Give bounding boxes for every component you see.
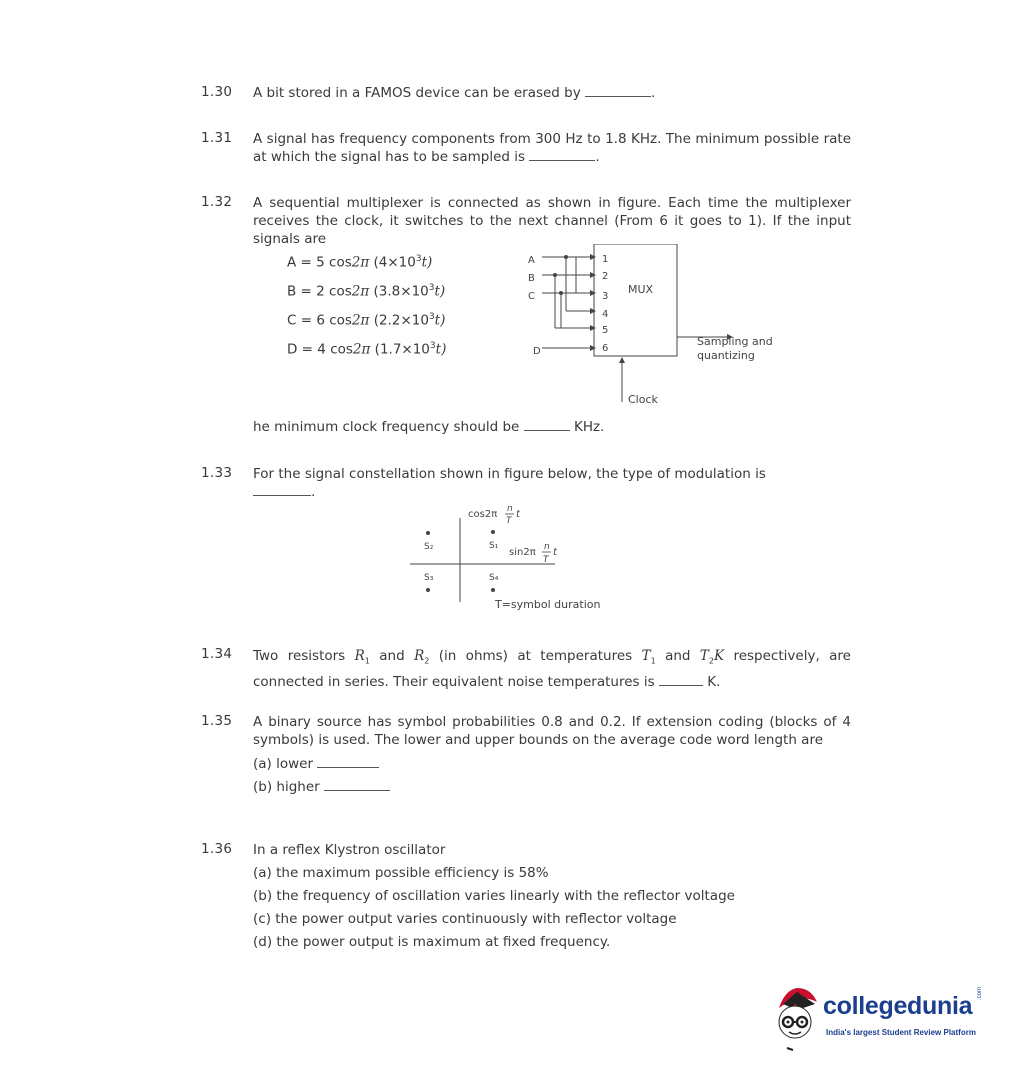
answer-blank [253,483,311,496]
mux-channel-3: 3 [602,291,609,302]
question-text: A bit stored in a FAMOS device can be erased by [253,85,581,101]
question-number: 1.36 [201,841,233,857]
option-b [253,778,851,796]
option-label: (a) lower [253,756,314,772]
eq-fn: cos [329,254,352,271]
mux-input-b: B [528,273,535,284]
eq-exp: 3 [429,341,436,351]
subscript: 2 [708,656,714,666]
symbol-r2: R [414,648,425,664]
caption: T=symbol duration [495,598,601,611]
eq-fn: cos [330,341,353,358]
question-1-36 [201,841,851,951]
eq-t: t) [434,283,446,300]
eq-arg: (3.8×10 [373,283,429,300]
eq-exp: 3 [415,254,422,264]
question-1-34 [201,646,851,693]
question-1-35 [201,713,851,796]
text-part: Two resistors [253,648,346,664]
text-part: (in ohms) at temperatures [438,648,633,664]
symbol-r1: R [354,648,365,664]
mux-input-c: C [528,291,535,302]
brand-name: collegedunia [823,992,973,1020]
point-s2 [426,531,430,535]
answer-blank [585,84,651,97]
mux-input-d: D [533,346,541,357]
subscript: 1 [364,656,370,666]
mux-channel-4: 4 [602,309,609,320]
answer-blank [317,755,379,768]
option-c: (c) the power output varies continuously with reflector voltage [253,911,677,927]
question-text: A sequential multiplexer is connected as shown in figure. Each time the multiplexer receives the clock, it switches to the next channel (From 6 it goes to 1). If the input signals are [253,195,851,247]
y-frac-num: n [507,504,513,514]
question-1-31 [201,130,851,166]
eq-fn: cos [329,312,352,329]
symbol-t2: T [699,648,709,664]
eq-t: t) [421,254,433,271]
x-var: t [553,547,557,558]
mascot-icon [765,982,825,1054]
point-s3 [426,588,430,592]
x-axis-label: sin2π [509,547,536,558]
question-number: 1.32 [201,194,233,210]
eq-fn: cos [329,283,352,300]
collegedunia-logo [765,980,995,1060]
mux-input-a: A [528,255,535,266]
label-s1: S₁ [489,541,499,551]
subscript: 2 [424,656,430,666]
point-s4 [491,588,495,592]
x-frac-den: T [543,555,549,565]
mux-wiring [542,257,732,402]
eq-arg: (2.2×10 [373,312,429,329]
eq-arg: (4×10 [373,254,416,271]
question-number: 1.30 [201,84,233,100]
mux-diagram [520,244,820,414]
mux-channel-1: 1 [602,254,609,265]
question-text: A binary source has symbol probabilities 0.8 and 0.2. If extension coding (blocks of 4 symbols) is used. The lower and upper bounds on the average code word length are [253,714,851,748]
answer-blank [659,673,703,686]
answer-blank [524,418,570,431]
text-part: and [665,648,691,664]
question-text: A signal has frequency components from 300 Hz to 1.8 KHz. The minimum possible rate at which the signal has to be sampled is [253,131,851,165]
symbol-k: K [713,648,725,664]
point-s1 [491,530,495,534]
label-s4: S₄ [489,573,499,583]
y-axis-label: cos2π [468,509,498,520]
eq-t: t) [434,312,446,329]
eq-lhs: A = 5 [287,254,325,271]
constellation-diagram [410,496,630,614]
label-s2: S₂ [424,542,434,552]
option-a [253,755,851,773]
punct: K. [707,673,721,690]
mux-clock-label: Clock [628,393,658,406]
question-1-32-tail [253,418,604,435]
x-frac-num: n [544,542,550,552]
eq-lhs: D = 4 [287,341,326,358]
signal-equation-c: C = 6 cos2π (2.2×10$^3$t) [287,312,446,329]
option-d: (d) the power output is maximum at fixed frequency. [253,934,611,950]
signal-equation-d: D = 4 cos2π (1.7×10$^3$t) [287,341,447,358]
answer-blank [324,778,390,791]
y-var: t [516,509,520,520]
mux-output-label-1: Sampling and [697,335,773,348]
eq-arg: (1.7×10 [374,341,430,358]
mux-output-label-2: quantizing [697,349,755,362]
option-label: (b) higher [253,779,320,795]
mux-channel-5: 5 [602,325,609,336]
question-number: 1.35 [201,713,233,729]
text-part: and [379,648,405,664]
brand-tagline: India's largest Student Review Platform [826,1028,976,1037]
signal-equation-a: A = 5 cos2π (4×10$^3$t) [287,254,433,271]
subscript: 1 [650,656,656,666]
mux-channel-2: 2 [602,271,609,282]
label-s3: S₃ [424,573,434,583]
signal-equation-b: B = 2 cos2π (3.8×10$^3$t) [287,283,446,300]
option-b: (b) the frequency of oscillation varies linearly with the reflector voltage [253,888,735,904]
question-1-32 [201,194,851,248]
option-a: (a) the maximum possible efficiency is 58% [253,865,549,881]
question-text: In a reflex Klystron oscillator [253,842,446,858]
punct: . [595,149,600,165]
punct: . [311,484,316,500]
mux-label: MUX [628,283,654,296]
eq-t: t) [435,341,447,358]
tail-unit: KHz. [573,419,605,435]
symbol-t1: T [641,648,651,664]
question-number: 1.34 [201,646,233,662]
text-part: respectively, are connected in series. Their equivalent noise temperatures is [253,648,851,690]
question-text: For the signal constellation shown in figure below, the type of modulation is [253,466,766,482]
eq-exp: 3 [428,312,435,322]
answer-blank [529,148,595,161]
mux-channel-6: 6 [602,343,609,354]
punct: . [651,85,656,101]
question-1-30 [201,84,851,102]
brand-suffix: .com [977,986,983,1000]
question-number: 1.31 [201,130,233,146]
question-number: 1.33 [201,465,233,481]
eq-lhs: C = 6 [287,312,325,329]
tail-text: he minimum clock frequency should be [253,419,520,435]
eq-lhs: B = 2 [287,283,325,300]
eq-exp: 3 [428,283,435,293]
y-frac-den: T [506,516,512,526]
